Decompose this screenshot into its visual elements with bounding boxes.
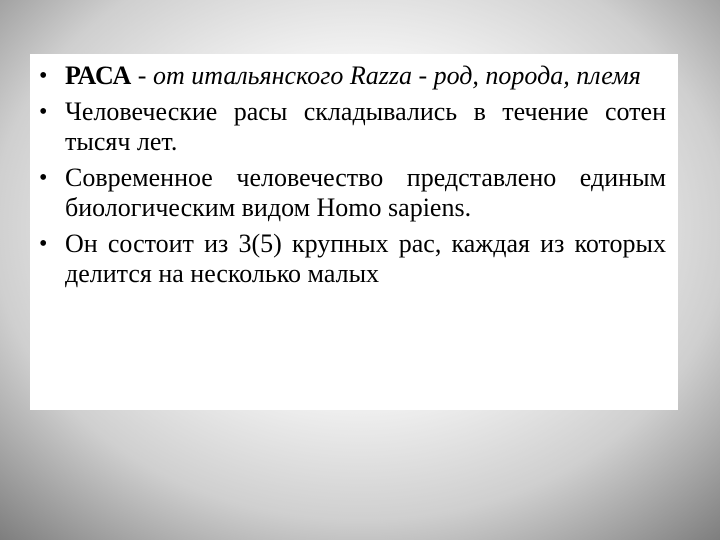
bullet-mark: •: [39, 99, 48, 125]
bullet-item-races: [30, 229, 666, 289]
bullet-text: Современное человечество представлено единым биологическим видом Homo sapiens.: [65, 163, 666, 222]
bullet-mark: •: [39, 231, 48, 257]
bullet-text: Человеческие расы складывались в течение сотен тысяч лет.: [65, 97, 666, 156]
bullet-item-species: [30, 163, 666, 223]
bullet-mark: •: [39, 165, 48, 191]
bullet-item-formation: [30, 97, 666, 157]
slide-content-box: [30, 54, 678, 410]
term-definition: - от итальянского Razza - род, порода, племя: [131, 61, 641, 90]
bullet-list: [30, 61, 666, 295]
term-race: РАСА: [65, 61, 132, 90]
bullet-text: Он состоит из 3(5) крупных рас, каждая из которых делится на несколько малых: [65, 229, 666, 288]
bullet-mark: •: [39, 63, 48, 89]
bullet-item-definition: [30, 61, 666, 91]
